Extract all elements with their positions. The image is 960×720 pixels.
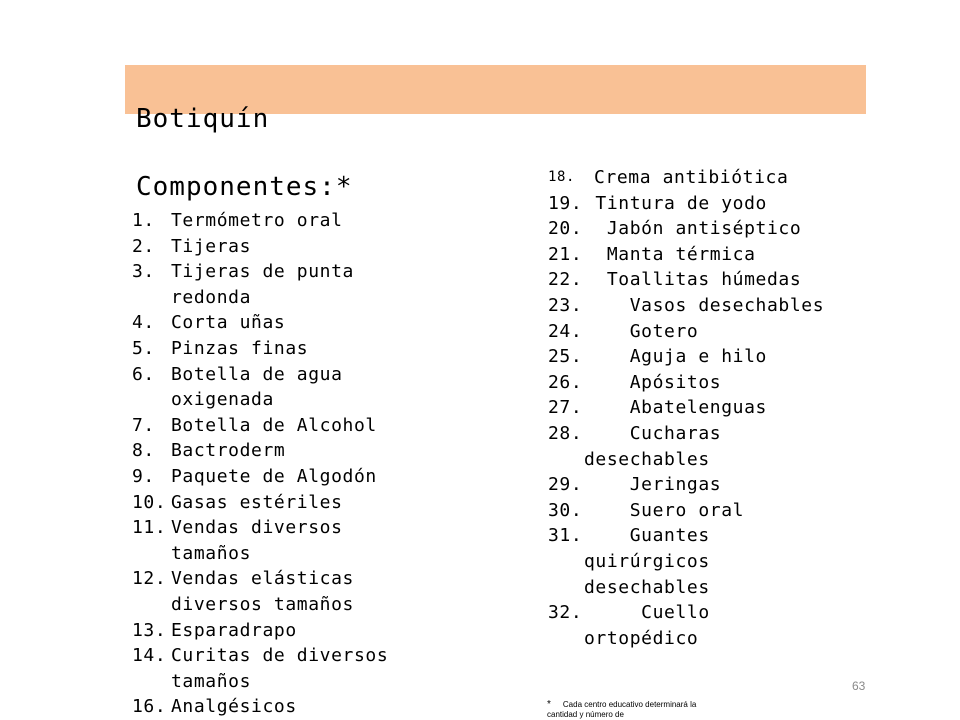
item-text xyxy=(584,242,756,268)
item-text-line: Tintura de yodo xyxy=(584,192,767,214)
list-item xyxy=(548,344,858,370)
item-text-line: Toallitas húmedas xyxy=(584,269,802,291)
list-item xyxy=(132,694,432,720)
item-text-line: Aguja e hilo xyxy=(584,346,767,368)
list-item xyxy=(548,370,858,396)
item-text-line: ortopédico xyxy=(584,627,699,649)
item-text-line: Jabón antiséptico xyxy=(584,218,802,240)
item-number: 11. xyxy=(132,517,167,539)
item-text xyxy=(171,208,343,234)
item-text-line: quirúrgicos xyxy=(584,550,710,572)
list-item xyxy=(132,515,432,566)
item-number: 27. xyxy=(548,397,583,419)
item-text-line: Vendas elásticas xyxy=(171,568,354,590)
footnote-line-1 xyxy=(547,700,847,710)
item-number: 25. xyxy=(548,346,583,368)
item-text-line: Vasos desechables xyxy=(584,294,825,316)
item-text-line: Suero oral xyxy=(584,499,745,521)
footnote-line-2: cantidad y número de xyxy=(547,710,624,719)
item-number: 7. xyxy=(132,414,155,436)
item-number: 5. xyxy=(132,337,155,359)
item-number: 29. xyxy=(548,474,583,496)
list-item xyxy=(132,259,432,310)
item-text-line: Bactroderm xyxy=(171,440,286,462)
item-text-line: Manta térmica xyxy=(584,243,756,265)
item-text-line: Tijeras de punta xyxy=(171,261,354,283)
item-text xyxy=(171,362,343,413)
item-text xyxy=(584,600,710,651)
list-item xyxy=(548,165,858,191)
item-text-line: Cucharas xyxy=(584,422,722,444)
item-number: 4. xyxy=(132,312,155,334)
item-text xyxy=(584,498,744,524)
item-number: 6. xyxy=(132,363,155,385)
item-text-line: Analgésicos xyxy=(171,696,297,718)
item-text-line: diversos tamaños xyxy=(171,593,354,615)
list-item xyxy=(132,362,432,413)
item-text xyxy=(584,421,721,472)
item-number: 14. xyxy=(132,645,167,667)
item-text-line: Botella de agua xyxy=(171,363,343,385)
item-number: 18. xyxy=(548,169,576,185)
item-text-line: Cuello xyxy=(584,602,710,624)
item-number: 31. xyxy=(548,525,583,547)
footnote-star: * xyxy=(547,700,551,710)
item-number: 19. xyxy=(548,192,583,214)
item-text xyxy=(171,566,354,617)
item-text-line: tamaños xyxy=(171,670,252,692)
item-text xyxy=(171,464,377,490)
list-item xyxy=(548,472,858,498)
list-item xyxy=(548,395,858,421)
item-text xyxy=(584,293,824,319)
item-text-line: Tijeras xyxy=(171,235,252,257)
item-number: 13. xyxy=(132,619,167,641)
item-text-line: Termómetro oral xyxy=(171,210,343,231)
item-text-line: Vendas diversos xyxy=(171,517,343,539)
item-number: 22. xyxy=(548,269,583,291)
list-item xyxy=(548,242,858,268)
item-number: 3. xyxy=(132,261,155,283)
item-number: 32. xyxy=(548,602,583,624)
item-text xyxy=(584,523,710,600)
item-text xyxy=(584,370,721,396)
list-item xyxy=(132,310,432,336)
item-text xyxy=(171,336,308,362)
item-text xyxy=(584,191,767,217)
item-text-line: desechables xyxy=(584,576,710,598)
item-text xyxy=(171,234,251,260)
item-text xyxy=(171,515,343,566)
list-item xyxy=(548,600,858,651)
item-text-line: Curitas de diversos xyxy=(171,645,389,667)
list-item xyxy=(548,216,858,242)
list-item xyxy=(132,643,432,694)
list-item xyxy=(132,618,432,644)
item-text xyxy=(584,319,698,345)
item-text xyxy=(171,438,285,464)
item-number: 12. xyxy=(132,568,167,590)
page-title: Botiquín xyxy=(136,104,270,134)
item-text xyxy=(171,643,388,694)
item-text-line: Guantes xyxy=(584,525,710,547)
footnote-text-1: Cada centro educativo determinará la xyxy=(562,700,697,709)
list-item xyxy=(548,191,858,217)
item-number: 1. xyxy=(132,210,155,231)
item-text-line: Jeringas xyxy=(584,474,722,496)
item-number: 9. xyxy=(132,465,155,487)
item-number: 24. xyxy=(548,320,583,342)
item-text-line: Paquete de Algodón xyxy=(171,465,377,487)
components-list-left xyxy=(132,208,432,720)
item-text xyxy=(584,472,721,498)
footnote xyxy=(547,700,847,720)
item-number: 21. xyxy=(548,243,583,265)
item-text-line: Abatelenguas xyxy=(584,397,767,419)
list-item xyxy=(548,498,858,524)
item-text-line: Apósitos xyxy=(584,371,722,393)
list-item xyxy=(132,438,432,464)
item-text xyxy=(584,344,767,370)
item-text-line: Gasas estériles xyxy=(171,491,343,513)
item-text xyxy=(171,618,297,644)
item-text xyxy=(584,267,801,293)
item-text xyxy=(171,694,297,720)
item-number: 30. xyxy=(548,499,583,521)
item-text-line: Corta uñas xyxy=(171,312,286,334)
item-number: 16. xyxy=(132,696,167,718)
list-item xyxy=(548,293,858,319)
item-number: 2. xyxy=(132,235,155,257)
item-number: 23. xyxy=(548,294,583,316)
item-text-line: Gotero xyxy=(584,320,699,342)
item-text-line: desechables xyxy=(584,448,710,470)
item-number: 26. xyxy=(548,371,583,393)
item-text-line: Crema antibiótica xyxy=(594,167,789,188)
item-text-line: oxigenada xyxy=(171,389,274,411)
item-number: 10. xyxy=(132,491,167,513)
item-text xyxy=(584,216,801,242)
list-item xyxy=(132,336,432,362)
components-list-right xyxy=(548,165,858,651)
list-item xyxy=(132,234,432,260)
item-text-line: tamaños xyxy=(171,542,252,564)
item-number: 28. xyxy=(548,422,583,444)
list-item xyxy=(132,566,432,617)
item-text-line: Esparadrapo xyxy=(171,619,297,641)
list-item xyxy=(132,208,432,234)
item-text xyxy=(171,259,354,310)
list-item xyxy=(548,319,858,345)
item-number: 20. xyxy=(548,218,583,240)
item-text xyxy=(171,490,343,516)
list-item xyxy=(132,413,432,439)
list-item xyxy=(132,490,432,516)
list-item xyxy=(548,421,858,472)
item-text xyxy=(584,395,767,421)
item-text xyxy=(594,165,788,191)
list-item xyxy=(548,523,858,600)
item-text-line: Pinzas finas xyxy=(171,337,309,359)
item-text-line: Botella de Alcohol xyxy=(171,414,377,436)
page-number: 63 xyxy=(852,679,866,693)
item-text xyxy=(171,310,285,336)
components-heading: Componentes:* xyxy=(136,172,353,202)
item-number: 8. xyxy=(132,440,155,462)
list-item xyxy=(548,267,858,293)
list-item xyxy=(132,464,432,490)
item-text xyxy=(171,413,377,439)
item-text-line: redonda xyxy=(171,286,252,308)
